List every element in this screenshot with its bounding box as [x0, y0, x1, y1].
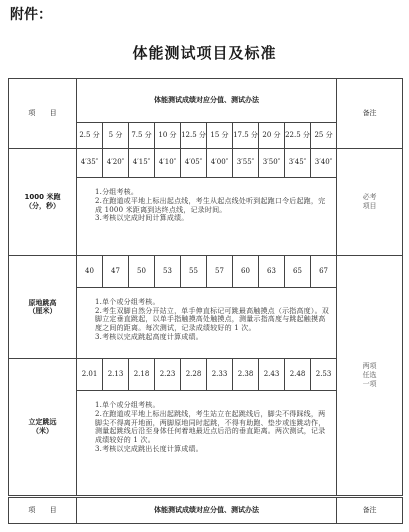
method-step: 1.单个或分组考核。 [95, 401, 160, 410]
standard-value: 63 [259, 256, 285, 288]
jump-high-values-row [9, 256, 403, 288]
standard-value: 55 [181, 256, 207, 288]
score-cell: 10 分 [155, 123, 181, 148]
test-method-long-jump [77, 391, 337, 496]
item-name-line: 1000 米跑 [24, 193, 61, 202]
standard-value: 60 [233, 256, 259, 288]
bottom-item-header: 项 目 [9, 496, 77, 523]
score-header: 体能测试成绩对应分值、测试办法 [77, 79, 337, 123]
test-method-run [77, 178, 337, 256]
item-name-line: 原地跳高 [28, 298, 57, 307]
method-step: 2.在跑道或平地上标出起点线，考生从起点线处听到起跑口令后起跑，完成 1000 米距离到达终点线，记录时间。 [95, 196, 326, 214]
standard-value: 2.13 [103, 359, 129, 391]
attachment-label: 附件： [10, 7, 52, 23]
method-step: 2.在跑道或平地上标出起跳线，考生站立在起跳线后，脚尖不得踩线，两脚尖不得离开地面，两脚原地同时起跳，不得有助跑、垫步或连跳动作，测量起跳线后沿至身体任何着地最近点后沿的垂直距离。两次测试，记录成绩较好的 1 次。 [95, 409, 326, 445]
method-step: 3.考核以完成跳起高度计算成绩。 [95, 332, 203, 341]
method-step: 3.考核以完成跳出长度计算成绩。 [95, 444, 203, 453]
item-unit-line: （厘米） [28, 307, 57, 316]
standard-value: 50 [129, 256, 155, 288]
score-cell: 15 分 [207, 123, 233, 148]
score-cell: 12.5 分 [181, 123, 207, 148]
standard-value: 2.38 [233, 359, 259, 391]
run-values-row [9, 148, 403, 178]
standard-value: 47 [103, 256, 129, 288]
score-cell: 20 分 [259, 123, 285, 148]
score-cell: 22.5 分 [285, 123, 311, 148]
remark-header: 备注 [337, 79, 403, 149]
standard-value: 3′50″ [259, 148, 285, 178]
score-cell: 7.5 分 [129, 123, 155, 148]
standard-value: 40 [77, 256, 103, 288]
method-step: 2.考生双脚自然分开站立，单手伸直标记可跳最高触摸点（示指高度）。双脚立定垂直跳起，以单手指触摸高处触摸点，测量示指高度与跳起触摸高度之间的距离。每次测试，记录成绩较好的 1 次。 [95, 306, 329, 332]
bottom-remark-header: 备注 [337, 496, 403, 523]
bottom-score-header: 体能测试成绩对应分值、测试办法 [77, 496, 337, 523]
item-name-jump-high [9, 256, 77, 359]
standard-value: 65 [285, 256, 311, 288]
bottom-header-row [9, 496, 403, 523]
standard-value: 2.33 [207, 359, 233, 391]
standard-value: 2.53 [311, 359, 337, 391]
standard-value: 3′55″ [233, 148, 259, 178]
method-step: 1.分组考核。 [95, 188, 139, 197]
standard-value: 4′20″ [103, 148, 129, 178]
test-method-jump-high [77, 287, 337, 359]
remark-jumps [337, 256, 403, 496]
remark-run [337, 148, 403, 256]
standard-value: 4′35″ [77, 148, 103, 178]
standards-table [8, 78, 403, 524]
standard-value: 4′10″ [155, 148, 181, 178]
score-cell: 17.5 分 [233, 123, 259, 148]
remark-text: 必考项目 [362, 193, 377, 210]
standard-value: 3′45″ [285, 148, 311, 178]
standard-value: 67 [311, 256, 337, 288]
standard-value: 2.23 [155, 359, 181, 391]
score-cell: 5 分 [103, 123, 129, 148]
standard-value: 3′40″ [311, 148, 337, 178]
score-cell: 25 分 [311, 123, 337, 148]
standard-value: 4′00″ [207, 148, 233, 178]
page-title: 体能测试项目及标准 [132, 44, 277, 62]
standard-value: 4′15″ [129, 148, 155, 178]
header-row [9, 79, 403, 123]
standard-value: 2.48 [285, 359, 311, 391]
score-cell: 2.5 分 [77, 123, 103, 148]
item-name-run [9, 148, 77, 256]
standard-value: 4′05″ [181, 148, 207, 178]
item-name-long-jump [9, 359, 77, 496]
item-unit-line: （分，秒） [25, 201, 60, 210]
standard-value: 53 [155, 256, 181, 288]
item-name-line: 立定跳远 [28, 418, 57, 427]
item-unit-line: （米） [32, 426, 53, 435]
method-step: 3.考核以完成时间计算成绩。 [95, 214, 189, 223]
standard-value: 2.18 [129, 359, 155, 391]
standard-value: 57 [207, 256, 233, 288]
method-step: 1.单个或分组考核。 [95, 297, 160, 306]
standard-value: 2.28 [181, 359, 207, 391]
standard-value: 2.01 [77, 359, 103, 391]
remark-text: 两项任选一项 [362, 362, 377, 388]
standard-value: 2.43 [259, 359, 285, 391]
item-header: 项 目 [9, 79, 77, 149]
